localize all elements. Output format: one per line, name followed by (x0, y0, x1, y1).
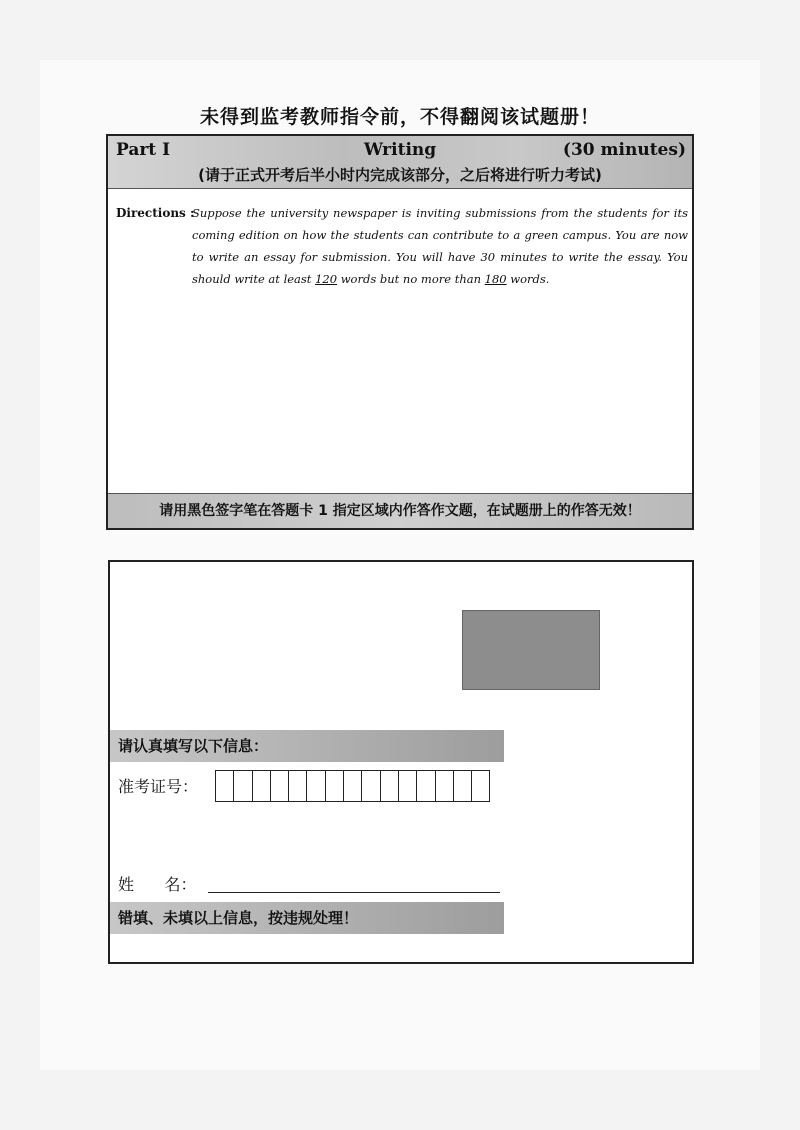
admission-number-cell[interactable] (471, 770, 490, 802)
admission-number-cell[interactable] (288, 770, 307, 802)
part-subtitle: (请于正式开考后半小时内完成该部分，之后将进行听力考试) (198, 166, 602, 184)
name-label: 姓 名： (118, 875, 197, 894)
part-title: Writing (363, 140, 437, 160)
directions-label: Directions : (116, 206, 195, 220)
admission-number-cell[interactable] (343, 770, 362, 802)
part-label: Part I (116, 140, 171, 160)
admission-number-cell[interactable] (435, 770, 454, 802)
info-header: 请认真填写以下信息： (110, 730, 504, 762)
admission-number-cell[interactable] (252, 770, 271, 802)
admission-number-cell[interactable] (215, 770, 234, 802)
candidate-info-box (108, 560, 694, 964)
directions-text-part-2: words but no more than (337, 272, 485, 286)
name-field[interactable] (208, 892, 500, 893)
warning-notice: 错填、未填以上信息，按违规处理！ (110, 902, 504, 934)
admission-number-cell[interactable] (453, 770, 472, 802)
admission-number-cell[interactable] (398, 770, 417, 802)
admission-number-cell[interactable] (306, 770, 325, 802)
admission-number-cells[interactable] (216, 770, 490, 802)
writing-section (106, 134, 694, 530)
directions-text (192, 202, 688, 290)
directions-text-part-3: words. (506, 272, 550, 286)
min-words: 120 (315, 272, 338, 286)
max-words: 180 (484, 272, 507, 286)
admission-number-label: 准考证号： (118, 777, 199, 796)
admission-number-cell[interactable] (233, 770, 252, 802)
top-notice: 未得到监考教师指令前，不得翻阅该试题册！ (199, 106, 600, 128)
admission-number-cell[interactable] (270, 770, 289, 802)
barcode-area (462, 610, 600, 690)
directions-text-part-1: Suppose the university newspaper is inviting submissions from the students for its coming edition on how the students can contribute to a green campus. You are now to write an essay for submission. You will have 30 minutes to write the essay. You should write at least (192, 206, 688, 286)
admission-number-cell[interactable] (361, 770, 380, 802)
section-footer-notice: 请用黑色签字笔在答题卡 1 指定区域内作答作文题，在试题册上的作答无效！ (108, 493, 692, 528)
admission-number-cell[interactable] (416, 770, 435, 802)
admission-number-cell[interactable] (380, 770, 399, 802)
part-time: (30 minutes) (562, 140, 686, 160)
admission-number-cell[interactable] (325, 770, 344, 802)
section-header (108, 136, 692, 189)
